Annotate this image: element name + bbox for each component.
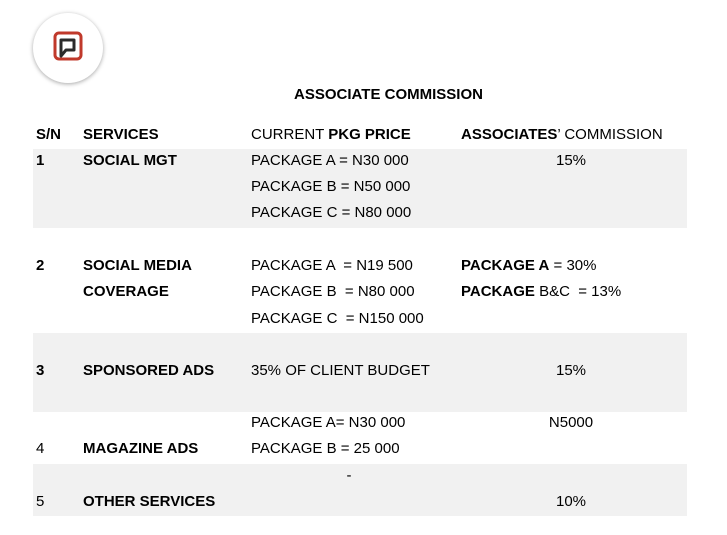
row-3-price: 35% OF CLIENT BUDGET	[251, 362, 430, 379]
row-1-commission: 15%	[555, 152, 587, 169]
row-2-commission-bc-bold: PACKAGE	[461, 283, 535, 300]
row-2-commission-a	[461, 256, 596, 275]
row-5-commission: 10%	[555, 493, 587, 510]
row-2-price-a: PACKAGE A = N19 500	[251, 257, 413, 274]
row-2-commission-a-rest: = 30%	[549, 257, 597, 274]
header-commission-rest: ’ COMMISSION	[557, 126, 663, 143]
logo-icon	[47, 27, 89, 69]
row-2-sn: 2	[36, 257, 45, 274]
row-2-commission-bc	[461, 282, 621, 301]
header-sn: S/N	[36, 126, 62, 143]
header-price-prefix: CURRENT	[251, 126, 329, 143]
row-3-sn: 3	[36, 362, 45, 379]
row-1-price-a: PACKAGE A = N30 000	[251, 152, 409, 169]
row-5-price: -	[346, 467, 352, 484]
header-commission	[461, 125, 663, 144]
row-2-price-b: PACKAGE B = N80 000	[251, 283, 415, 300]
header-services: SERVICES	[83, 126, 159, 143]
row-4-sn: 4	[36, 440, 45, 457]
row-2-price-c: PACKAGE C = N150 000	[251, 310, 424, 327]
row-1-service: SOCIAL MGT	[83, 152, 177, 169]
row-2-commission-bc-rest: B&C = 13%	[534, 283, 622, 300]
header-price-bold: PKG PRICE	[328, 126, 411, 143]
row-1-price-c: PACKAGE C = N80 000	[251, 204, 412, 221]
row-3-commission: 15%	[555, 362, 587, 379]
row-3-service: SPONSORED ADS	[83, 362, 215, 379]
header-commission-bold: ASSOCIATES	[461, 126, 558, 143]
row-4-price-b: PACKAGE B = 25 000	[251, 440, 400, 457]
row-2-commission-a-bold: PACKAGE A	[461, 257, 550, 274]
document-title: ASSOCIATE COMMISSION	[294, 86, 483, 103]
row-2-service-line-2: COVERAGE	[83, 283, 169, 300]
header-price	[251, 125, 411, 144]
row-1-sn: 1	[36, 152, 45, 169]
row-5-sn: 5	[36, 493, 45, 510]
logo	[33, 13, 103, 83]
row-2-service-line-1: SOCIAL MEDIA	[83, 257, 192, 274]
row-1-price-b: PACKAGE B = N50 000	[251, 178, 411, 195]
row-4-price-a: PACKAGE A= N30 000	[251, 414, 406, 431]
row-4-commission: N5000	[548, 414, 594, 431]
row-4-service: MAGAZINE ADS	[83, 440, 199, 457]
row-5-service: OTHER SERVICES	[83, 493, 216, 510]
